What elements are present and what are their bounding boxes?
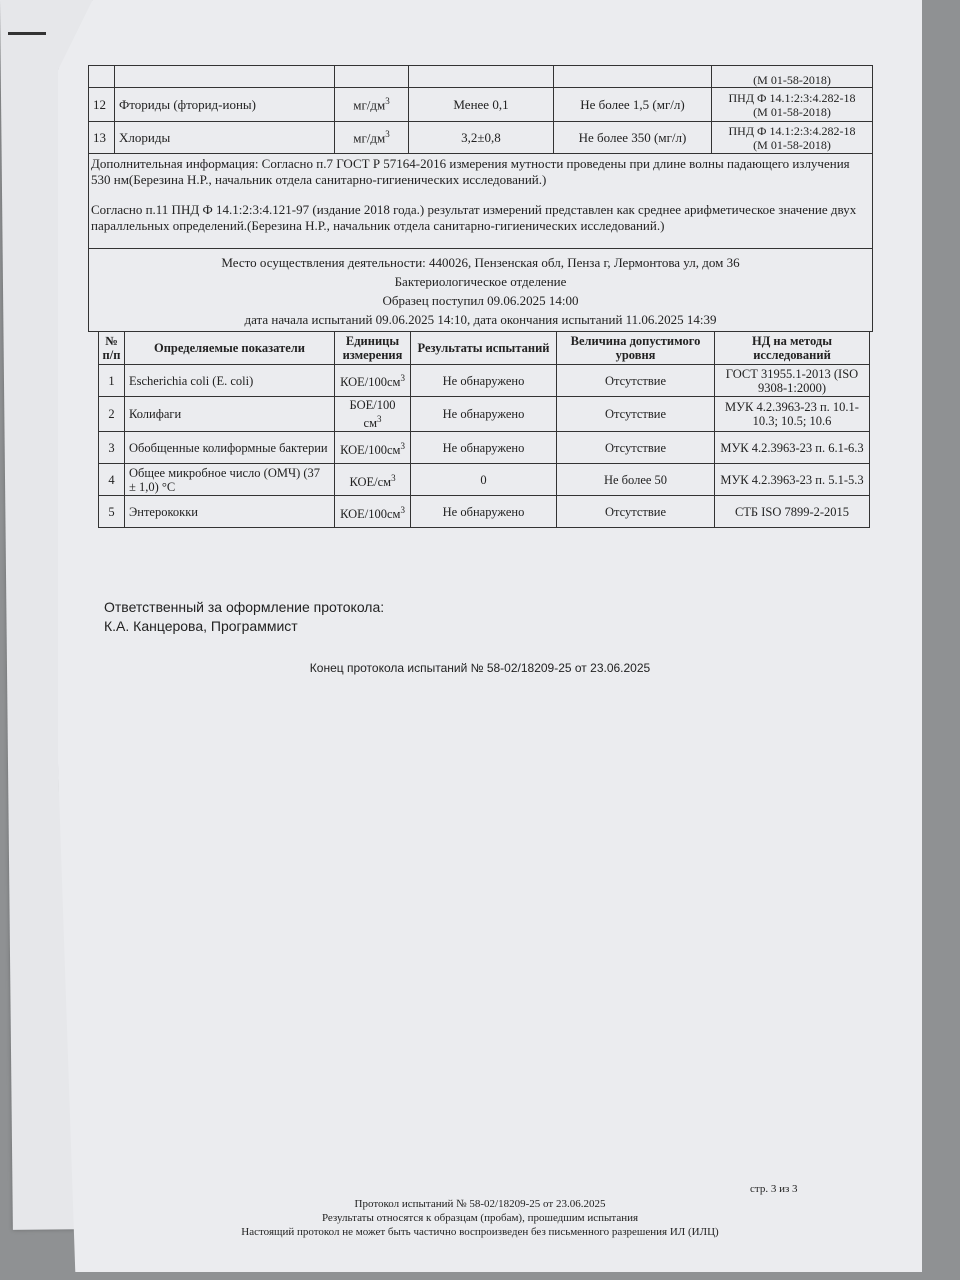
row-number: 2 (99, 397, 125, 432)
page-number: стр. 3 из 3 (750, 1183, 798, 1195)
limit-cell: Не более 1,5 (мг/л) (554, 88, 712, 122)
responsible-label: Ответственный за оформление протокола: (104, 599, 385, 615)
responsible-person: К.А. Канцерова, Программист (104, 618, 298, 634)
method-cell: МУК 4.2.3963-23 п. 5.1-5.3 (715, 464, 870, 496)
protocol-end: Конец протокола испытаний № 58-02/18209-25 от 23.06.2025 (309, 661, 651, 675)
limit-cell: Отсутствие (557, 432, 715, 464)
test-dates: дата начала испытаний 09.06.2025 14:10, дата окончания испытаний 11.06.2025 14:39 (244, 312, 717, 327)
indicator-name: Общее микробное число (ОМЧ) (37 ± 1,0) °C (125, 464, 335, 496)
unit-cell: КОЕ/$100см^3$ (335, 496, 411, 528)
result-cell: Не обнаружено (411, 432, 557, 464)
limit-cell: Отсутствие (557, 397, 715, 432)
col-header-result: Результаты испытаний (411, 332, 557, 365)
method-cell: ГОСТ 31955.1-2013 (ISO 9308-1:2000) (715, 365, 870, 397)
unit-cell: $мг/дм^3$ (335, 122, 409, 154)
limit-cell: Не более 350 (мг/л) (554, 122, 712, 154)
table-row (99, 432, 870, 464)
info-row (89, 154, 873, 249)
indicator-name: Обобщенные колиформные бактерии (125, 432, 335, 464)
table-row (99, 397, 870, 432)
info-paragraph-1: Дополнительная информация: Согласно п.7 ГОСТ Р 57164-2016 измерения мутности проведены при длине волны падающего излучения 530 нм(Березина Н.Р., начальник отдела санитарно-гигиенических исследований.) (91, 156, 850, 187)
col-header-num: № п/п (99, 332, 125, 365)
footer-line-3: Настоящий протокол не может быть частично воспроизведен без письменного разрешения ИЛ (ИЛЦ) (241, 1226, 719, 1238)
row-number: 12 (89, 88, 115, 122)
indicator-name: Колифаги (125, 397, 335, 432)
indicator-name: Фториды (фторид-ионы) (115, 88, 335, 122)
col-header-limit: Величина допустимого уровня (557, 332, 715, 365)
sample-received: Образец поступил 09.06.2025 14:00 (382, 293, 579, 308)
result-cell: 0 (411, 464, 557, 496)
result-cell: Не обнаружено (411, 397, 557, 432)
row-number: 3 (99, 432, 125, 464)
limit-cell: Отсутствие (557, 496, 715, 528)
method-cell: (М 01-58-2018) (712, 66, 873, 88)
result-cell: 3,2±0,8 (409, 122, 554, 154)
footer-line-1: Протокол испытаний № 58-02/18209-25 от 23.06.2025 (354, 1198, 606, 1210)
footer-line-2: Результаты относятся к образцам (пробам), прошедшим испытания (321, 1212, 639, 1224)
col-header-unit: Единицы измерения (335, 332, 411, 365)
method-cell: СТБ ISO 7899-2-2015 (715, 496, 870, 528)
result-cell: Менее 0,1 (409, 88, 554, 122)
additional-info (89, 154, 873, 249)
row-number: 13 (89, 122, 115, 154)
responsible-block (104, 598, 384, 636)
info-paragraph-2: Согласно п.11 ПНД Ф 14.1:2:3:4.121-97 (издание 2018 года.) результат измерений представлен как среднее арифметическое значение двух параллельных определений.(Березина Н.Р., начальник отдела санитарно-гигиенических исследований.) (91, 202, 857, 233)
indicator-name: Escherichia coli (E. coli) (125, 365, 335, 397)
row-number: 1 (99, 365, 125, 397)
staple-mark (8, 32, 46, 35)
method-cell: МУК 4.2.3963-23 п. 10.1-10.3; 10.5; 10.6 (715, 397, 870, 432)
table-row (89, 66, 873, 88)
department: Бактериологическое отделение (394, 274, 567, 289)
chemical-results-table (88, 65, 873, 332)
unit-cell: КОЕ/$см^3$ (335, 464, 411, 496)
unit-cell: КОЕ/$100см^3$ (335, 432, 411, 464)
table-row (89, 122, 873, 154)
table-row (89, 88, 873, 122)
row-number: 5 (99, 496, 125, 528)
method-cell: ПНД Ф 14.1:2:3:4.282-18 (М 01-58-2018) (712, 122, 873, 154)
indicator-name: Хлориды (115, 122, 335, 154)
unit-cell: КОЕ/$100см^3$ (335, 365, 411, 397)
section-row (89, 249, 873, 332)
section-header (89, 249, 873, 332)
unit-cell: БОЕ/100 $см^3$ (335, 397, 411, 432)
limit-cell: Отсутствие (557, 365, 715, 397)
table-row (99, 464, 870, 496)
indicator-name: Энтерококки (125, 496, 335, 528)
limit-cell: Не более 50 (557, 464, 715, 496)
method-cell: МУК 4.2.3963-23 п. 6.1-6.3 (715, 432, 870, 464)
col-header-method: НД на методы исследований (715, 332, 870, 365)
protocol-page (88, 65, 872, 528)
unit-cell: $мг/дм^3$ (335, 88, 409, 122)
table-row (99, 365, 870, 397)
method-cell: ПНД Ф 14.1:2:3:4.282-18 (М 01-58-2018) (712, 88, 873, 122)
row-number: 4 (99, 464, 125, 496)
result-cell: Не обнаружено (411, 365, 557, 397)
col-header-name: Определяемые показатели (125, 332, 335, 365)
table-row (99, 496, 870, 528)
bacteriology-table (98, 331, 870, 528)
result-cell: Не обнаружено (411, 496, 557, 528)
page-footer (0, 1197, 960, 1239)
table-header-row (99, 332, 870, 365)
activity-place: Место осуществления деятельности: 440026, Пензенская обл, Пенза г, Лермонтова ул, дом 36 (221, 255, 740, 270)
